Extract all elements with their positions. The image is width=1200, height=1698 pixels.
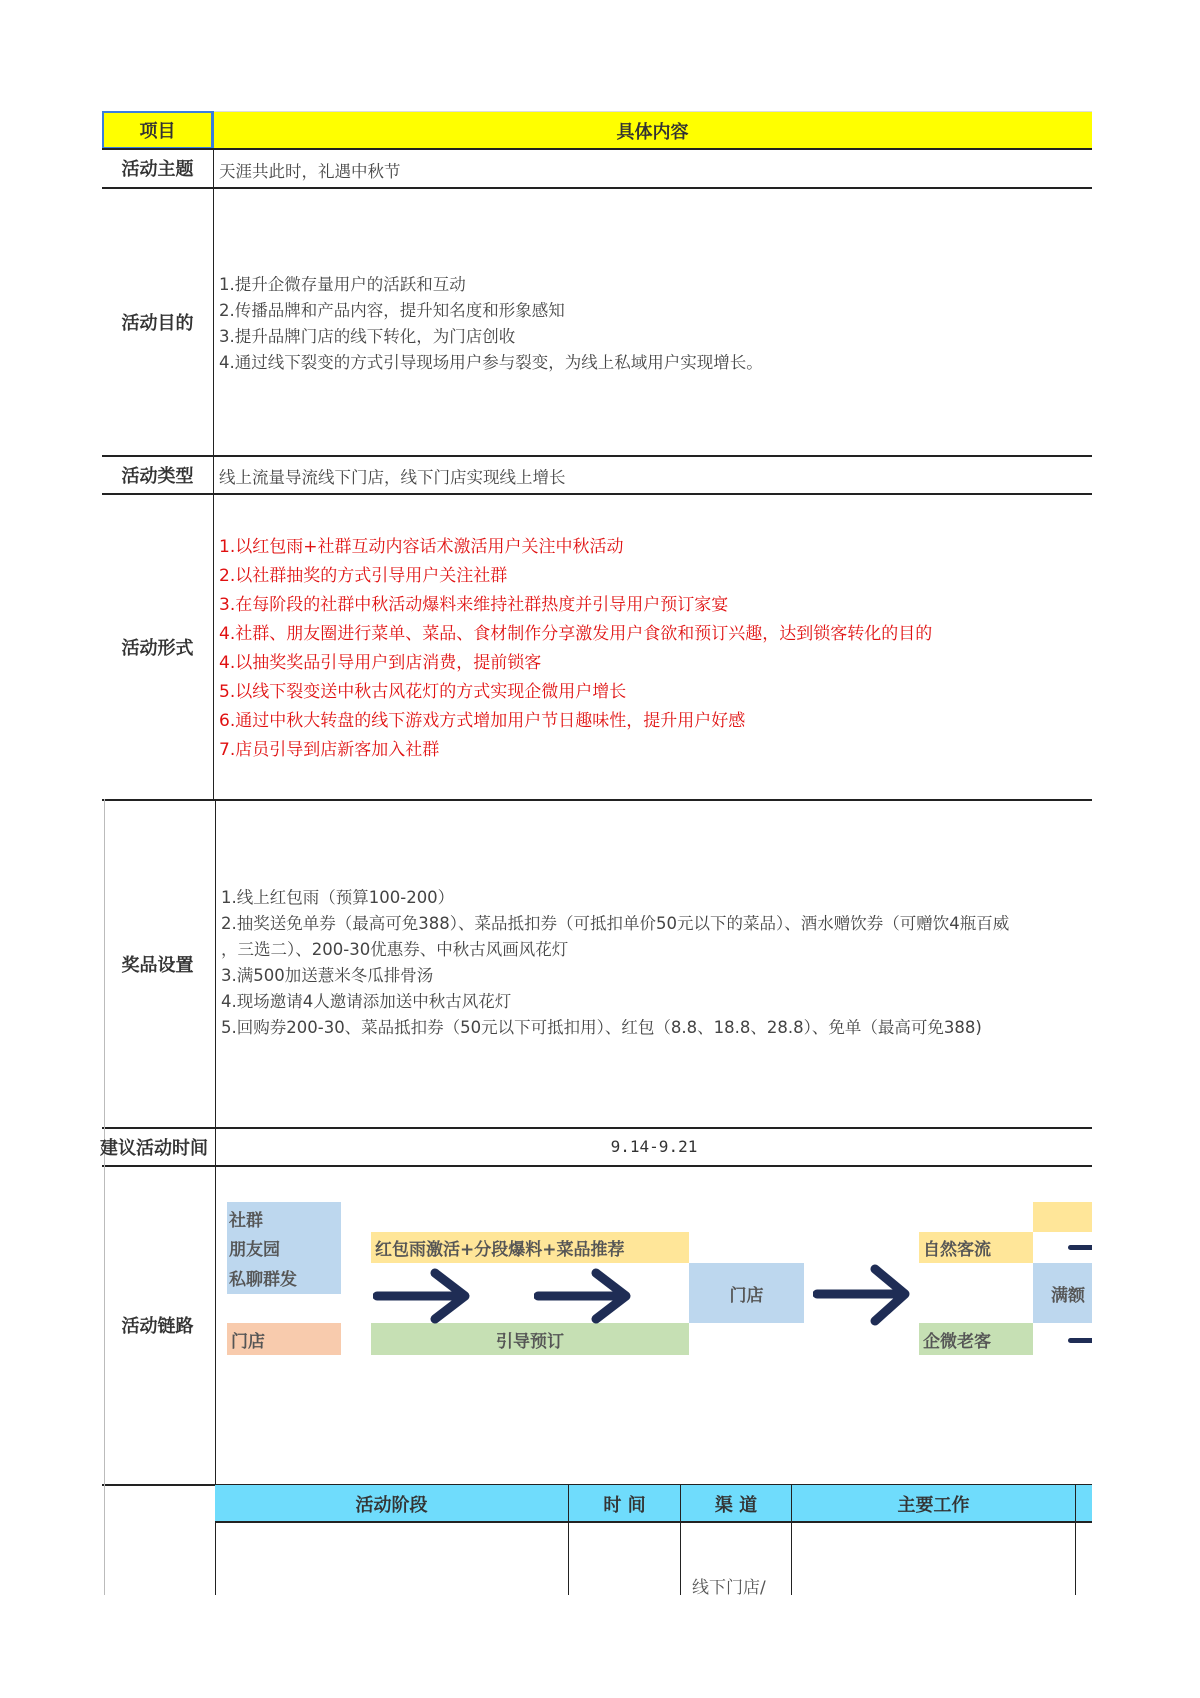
prize-line: 3.满500加送薏米冬瓜排骨汤 xyxy=(221,966,434,985)
theme-value[interactable]: 天涯共此时，礼遇中秋节 xyxy=(219,162,401,181)
prize-line: ，三选二）、200-30优惠券、中秋古风画风花灯 xyxy=(221,940,569,959)
top-right-box xyxy=(1033,1202,1092,1232)
natural-traffic-box: 自然客流 xyxy=(919,1232,1033,1263)
column-divider xyxy=(213,149,214,799)
row-divider xyxy=(102,148,1092,150)
stage-header-channel: 渠 道 xyxy=(681,1485,792,1522)
column-divider xyxy=(791,1522,792,1595)
arrow-right-icon xyxy=(813,1264,913,1326)
row-divider xyxy=(102,455,1092,457)
dash-icon xyxy=(1068,1338,1092,1343)
header-content-cell xyxy=(213,111,1092,149)
channel-label: 社群 xyxy=(229,1211,263,1232)
prize-line: 1.线上红包雨（预算100-200） xyxy=(221,888,455,907)
arrow-right-icon xyxy=(373,1268,473,1324)
purpose-line: 4.通过线下裂变的方式引导现场用户参与裂变，为线上私域用户实现增长。 xyxy=(219,353,763,372)
form-line: 4.以抽奖奖品引导用户到店消费，提前锁客 xyxy=(219,653,542,673)
row-label-type: 活动类型 xyxy=(121,465,194,487)
store-left-box: 门店 xyxy=(227,1323,341,1355)
row-label-chain: 活动链路 xyxy=(121,1316,194,1337)
column-divider xyxy=(568,1522,569,1595)
purpose-line: 2.传播品牌和产品内容，提升知名度和形象感知 xyxy=(219,301,565,320)
row-label-time: 建议活动时间 xyxy=(100,1137,208,1159)
form-line: 1.以红包雨+社群互动内容话术激活用户关注中秋活动 xyxy=(219,537,624,557)
channels-box xyxy=(227,1202,341,1294)
stage-header-more xyxy=(1076,1485,1092,1522)
arrow-right-icon xyxy=(534,1268,634,1324)
form-line: 5.以线下裂变送中秋古风花灯的方式实现企微用户增长 xyxy=(219,682,627,702)
page-bottom-margin xyxy=(0,1595,1200,1698)
time-value: 9.14-9.21 xyxy=(610,1137,698,1156)
header-item: 项目 xyxy=(139,121,176,142)
row-label-form: 活动形式 xyxy=(121,637,194,659)
header-content: 具体内容 xyxy=(616,121,689,143)
stage-header-work: 主要工作 xyxy=(792,1485,1076,1522)
channel-label: 朋友园 xyxy=(229,1240,280,1261)
guide-box: 引导预订 xyxy=(371,1323,689,1355)
dash-icon xyxy=(1068,1245,1092,1250)
form-line: 2.以社群抽奖的方式引导用户关注社群 xyxy=(219,566,508,586)
column-divider xyxy=(680,1522,681,1595)
stage-header-phase: 活动阶段 xyxy=(215,1485,569,1522)
purpose-line: 1.提升企微存量用户的活跃和互动 xyxy=(219,275,466,294)
store-mid-box: 门店 xyxy=(689,1263,804,1323)
row-label-theme: 活动主题 xyxy=(121,159,194,180)
form-line: 4.社群、朋友圈进行菜单、菜品、食材制作分享激发用户食欲和预订兴趣，达到锁客转化的目的 xyxy=(219,624,933,644)
channel-label: 私聊群发 xyxy=(229,1269,297,1290)
prize-line: 2.抽奖送免单券（最高可免388）、菜品抵扣券（可抵扣单价50元以下的菜品）、酒水赠饮券（可赠饮4瓶百威 xyxy=(221,914,1010,933)
full-amount-box: 满额 xyxy=(1033,1263,1092,1323)
row-divider xyxy=(102,187,1092,189)
old-customer-box: 企微老客 xyxy=(919,1323,1033,1355)
header-item-cell[interactable] xyxy=(102,111,213,149)
chain-diagram xyxy=(216,1166,1092,1484)
prizes-content xyxy=(221,884,1092,1044)
type-value: 线上流量导流线下门店，线下门店实现线上增长 xyxy=(219,468,566,487)
row-divider xyxy=(102,493,1092,495)
channel-cell: 线下门店/ xyxy=(692,1578,766,1595)
row-label-prizes: 奖品设置 xyxy=(121,954,194,976)
selection-edge xyxy=(213,111,214,149)
activate-box: 红包雨激活+分段爆料+菜品推荐 xyxy=(371,1232,689,1263)
prize-line: 4.现场邀请4人邀请添加送中秋古风花灯 xyxy=(221,992,512,1011)
form-line: 6.通过中秋大转盘的线下游戏方式增加用户节日趣味性，提升用户好感 xyxy=(219,711,746,731)
purpose-line: 3.提升品牌门店的线下转化，为门店创收 xyxy=(219,327,516,346)
stage-header-time: 时 间 xyxy=(569,1485,681,1522)
row-label-purpose: 活动目的 xyxy=(121,312,194,334)
form-line: 3.在每阶段的社群中秋活动爆料来维持社群热度并引导用户预订家宴 xyxy=(219,595,729,615)
row-divider xyxy=(215,1521,1092,1523)
prize-line: 5.回购券200-30、菜品抵扣券（50元以下可抵扣用）、红包（8.8、18.8、28.8）、免单（最高可免388) xyxy=(221,1018,982,1037)
form-line: 7.店员引导到店新客加入社群 xyxy=(219,740,440,760)
column-divider xyxy=(1075,1522,1076,1595)
row-divider xyxy=(102,799,1092,801)
